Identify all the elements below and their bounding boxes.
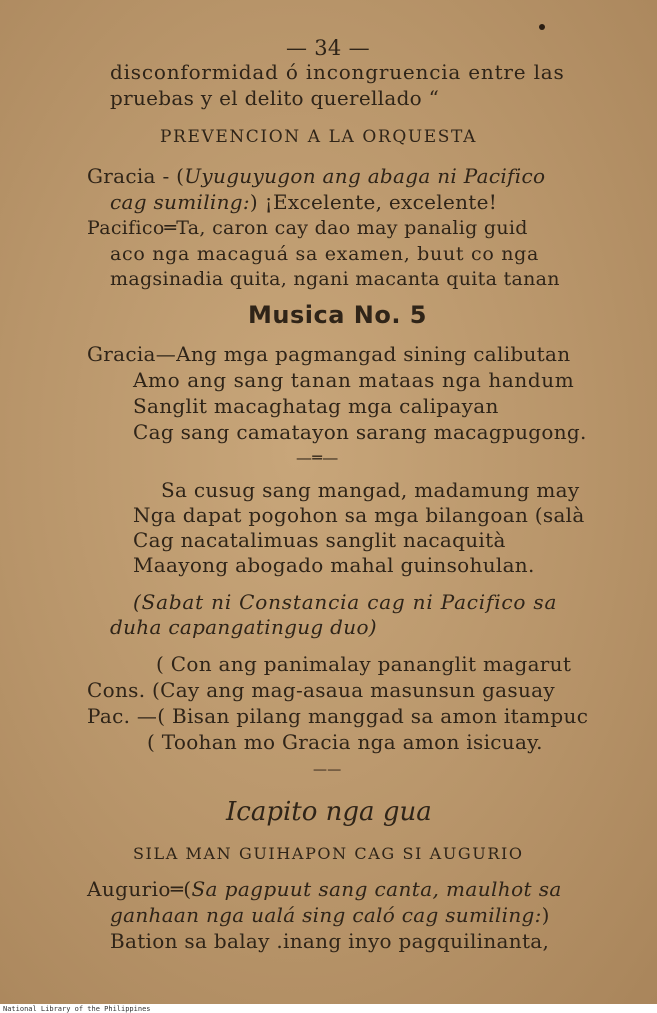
verse-line: Sa cusug sang mangad, madamung may — [161, 478, 580, 502]
separator: —— — [313, 762, 342, 778]
ink-speck — [539, 24, 545, 30]
library-credit: National Library of the Philippines — [3, 1005, 151, 1013]
verse-line: ( Toohan mo Gracia nga amon isicuay. — [147, 730, 543, 754]
section-heading: Musica No. 5 — [248, 301, 428, 329]
verse-line: Cons. (Cay ang mag-asaua masunsun gasuay — [87, 678, 555, 702]
text-line: magsinadia quita, ngani macanta quita tanan — [110, 268, 560, 290]
text-span: ) — [541, 903, 550, 927]
stage-direction: ganhaan nga ualá sing caló cag sumiling: — [110, 903, 542, 927]
text-line: Bation sa balay .inang inyo pagquilinanta, — [110, 929, 550, 953]
verse-line: Cag nacatalimuas sanglit nacaquità — [133, 528, 506, 552]
text-line: aco nga macaguá sa examen, buut co nga — [110, 243, 540, 265]
verse-line: Pac. —( Bisan pilang manggad sa amon itampuc — [87, 704, 589, 728]
dialogue-line — [110, 190, 497, 214]
page-number: — 34 — — [286, 36, 370, 60]
text-span: Gracia - ( — [87, 164, 185, 188]
dialogue-line — [87, 877, 562, 901]
scene-heading: SILA MAN GUIHAPON CAG SI AUGURIO — [133, 844, 524, 863]
verse-line: Cag sang camatayon sarang macagpugong. — [133, 420, 587, 444]
verse-line: Maayong abogado mahal guinsohulan. — [133, 553, 535, 577]
stage-direction: Uyuguyugon ang abaga ni Pacifico — [184, 164, 546, 188]
stage-direction: Sa pagpuut sang canta, maulhot sa — [191, 877, 562, 901]
verse-separator: —═— — [296, 448, 339, 467]
dialogue-line — [110, 903, 550, 927]
verse-line: ( Con ang panimalay pananglit magarut — [156, 652, 572, 676]
text-line: Pacifico═Ta, caron cay dao may panalig guid — [87, 217, 528, 239]
chapter-heading: Icapito nga gua — [226, 797, 432, 827]
stage-direction: (Sabat ni Constancia cag ni Pacifico sa — [133, 590, 558, 614]
verse-line: Gracia—Ang mga pagmangad sining calibutan — [87, 342, 571, 366]
verse-line: Nga dapat pogohon sa mga bilangoan (salà — [133, 503, 585, 527]
text-span: Augurio═( — [87, 877, 192, 901]
verse-line: Sanglit macaghatag mga calipayan — [133, 394, 499, 418]
text-line: pruebas y el delito querellado “ — [110, 86, 440, 110]
stage-heading: PREVENCION A LA ORQUESTA — [160, 127, 477, 147]
verse-line: Amo ang sang tanan mataas nga handum — [133, 368, 575, 392]
stage-direction: cag sumiling: — [110, 190, 250, 214]
text-span: ) ¡Excelente, excelente! — [249, 190, 498, 214]
dialogue-line — [87, 164, 545, 188]
stage-direction: duha capangatingug duo) — [110, 615, 377, 639]
text-line: disconformidad ó incongruencia entre las — [110, 60, 565, 84]
